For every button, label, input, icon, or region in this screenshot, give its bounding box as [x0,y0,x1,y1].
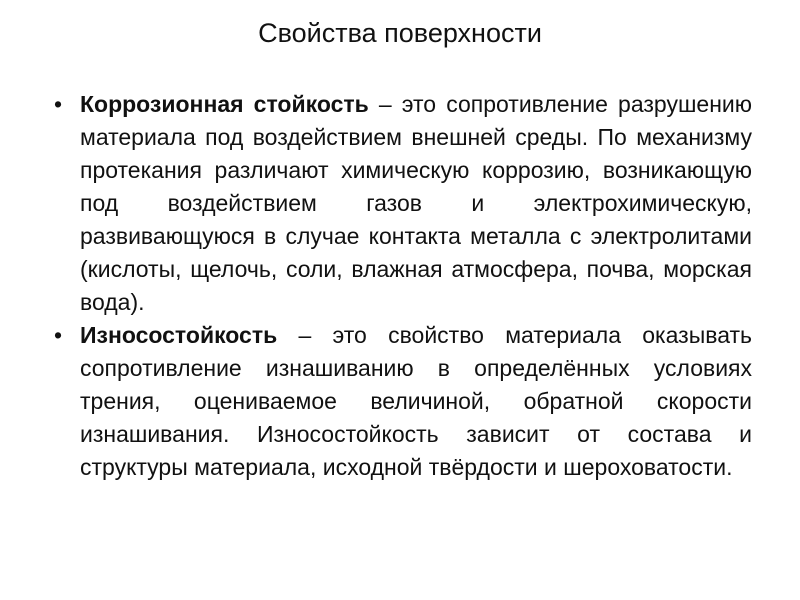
term-wear-resistance: Износостойкость [80,322,278,348]
bullet-icon: • [54,91,63,117]
list-item-corrosion-resistance [48,88,752,319]
definition-corrosion-resistance: – это сопротивление разрушению материала под воздействием внешней среды. По механизму протекания различают химическую коррозию, возникающую под воздействием газов и электрохимическую, развивающуюся в случае контакта металла с электролитами (кислоты, щелочь, соли, влажная атмосфера, почва, морская вода). [80,91,752,315]
list-item-wear-resistance [48,319,752,484]
slide-title: Свойства поверхности [258,18,542,48]
term-corrosion-resistance: Коррозионная стойкость [80,91,369,117]
bullet-list [48,88,752,484]
definition-wear-resistance: – это свойство материала оказывать сопротивление изнашиванию в определённых условиях трения, оцениваемое величиной, обратной скорости изнашивания. Износостойкость зависит от состава и структуры материала, исходной твёрдости и шероховатости. [80,322,752,480]
bullet-icon: • [54,322,63,348]
